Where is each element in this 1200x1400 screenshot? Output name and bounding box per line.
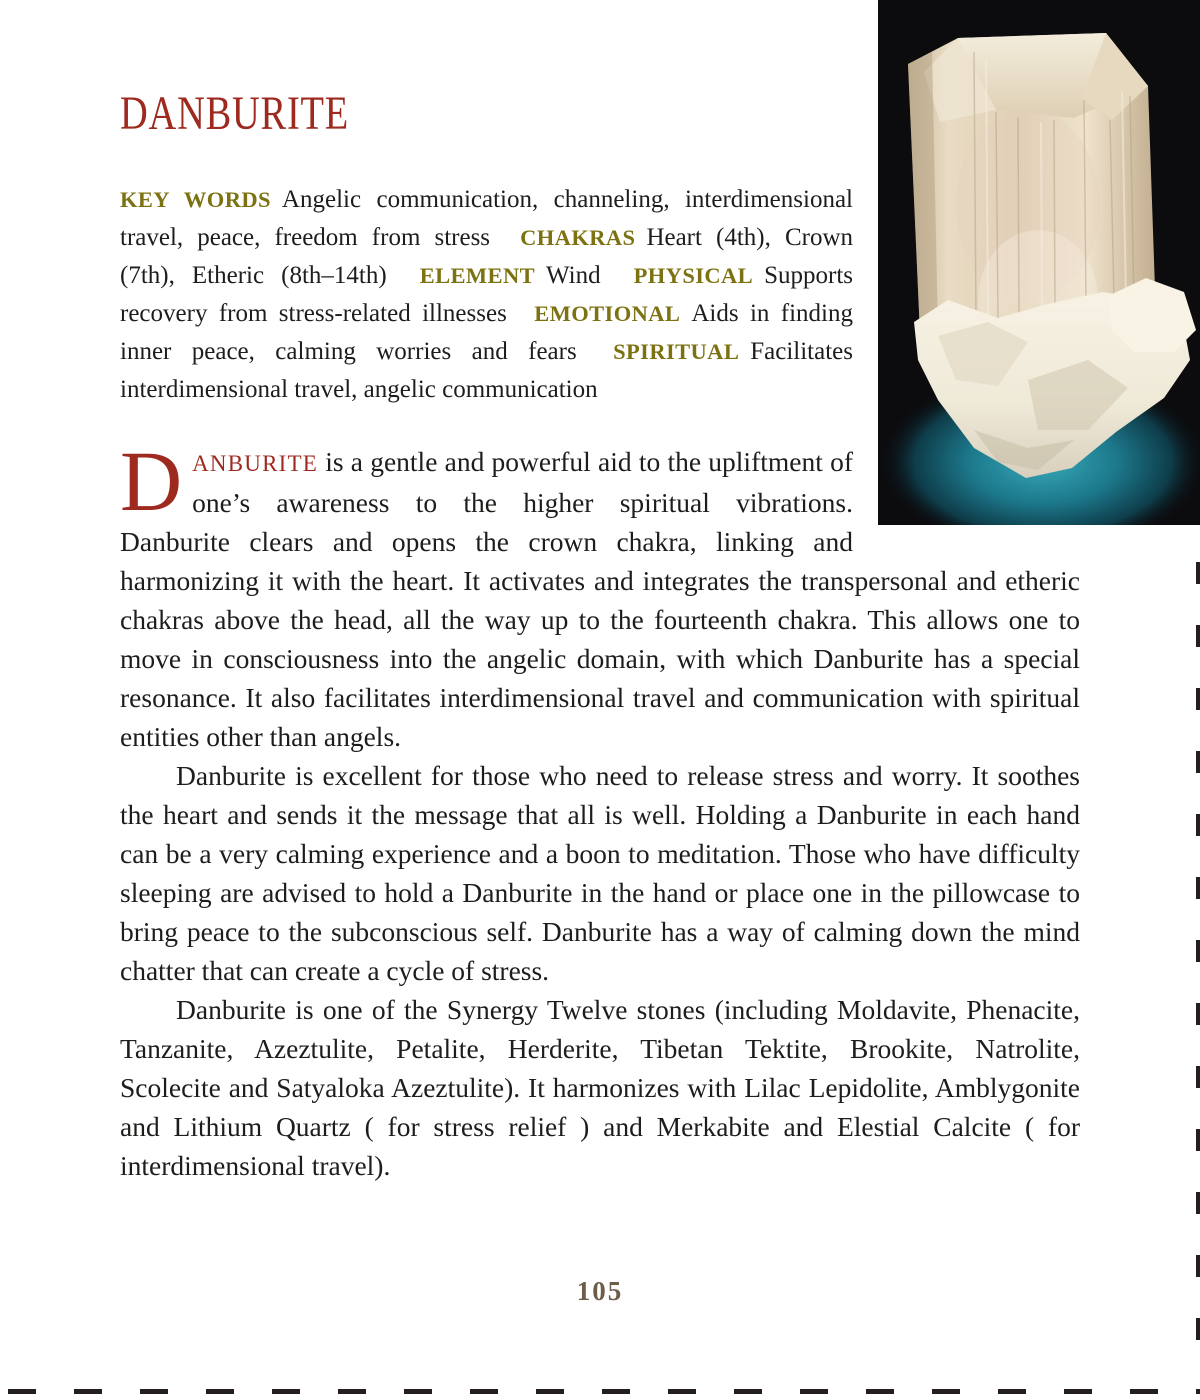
property-value-physical: Supports recovery from stress-related illnesses — [120, 262, 853, 328]
property-label-emotional: EMOTIONAL — [534, 301, 681, 327]
paragraph-2: Danburite is excellent for those who need to release stress and worry. It soothes the heart and sends it the message that all is well. Holding a Danburite in each hand can be a very calming experience and a boon to meditation. Those who have difficulty sleeping are advised to hold a Danburite in the hand or place one in the pillowcase to bring peace to the subconscious self. Danburite has a way of calming down the mind chatter that can create a cycle of stress. — [120, 760, 1080, 987]
property-label-chakras: CHAKRAS — [520, 225, 636, 251]
property-label-element: ELEMENT — [419, 263, 536, 289]
property-value-spiritual: Facilitates interdimensional travel, angelic communication — [120, 338, 853, 404]
property-value-element: Wind — [546, 262, 601, 290]
bottom-border-dashes — [8, 1389, 1200, 1394]
right-edge-tick-marks — [1196, 562, 1200, 1362]
property-value-emotional: Aids in finding inner peace, calming worries and fears — [120, 300, 853, 366]
drop-cap: D — [120, 433, 183, 530]
property-label-physical: PHYSICAL — [633, 263, 754, 289]
property-value-chakras: Heart (4th), Crown (7th), Etheric (8th–14th) — [120, 224, 854, 290]
danburite-crystal-photo — [878, 0, 1200, 525]
property-value-key-words: Angelic communication, channeling, interdimensional travel, peace, freedom from stress — [120, 186, 853, 252]
lead-smallcaps: ANBURITE — [192, 451, 318, 477]
page-number: 105 — [576, 1276, 624, 1306]
property-label-spiritual: SPIRITUAL — [613, 339, 740, 365]
paragraph-3: Danburite is one of the Synergy Twelve stones (including Moldavite, Phenacite, Tanzanite, Azeztulite, Petalite, Herderite, Tibetan Tektite, Brookite, Natrolite, Scolecite and Satyaloka Azeztulite). It harmonizes with Lilac Lepidolite, Amblygonite and Lithium Quartz ( for stress relief ) and Merkabite and Elestial Calcite ( for interdimensional travel). — [120, 994, 1080, 1182]
paragraph-1-text: is a gentle and powerful aid to the upliftment of one’s awareness to the higher spiritual vibrations. Danburite clears and opens the crown chakra, linking and harmonizing it with the heart. It activates and integrates the transpersonal and etheric chakras above the head, all the way up to the fourteenth chakra. This allows one to move in consciousness into the angelic domain, with which Danburite has a special resonance. It also facilitates interdimensional travel and communication with spiritual entities other than angels. — [120, 446, 1080, 753]
crystal-photo-graphic — [878, 0, 1200, 525]
page-title-text: DANBURITE — [120, 87, 350, 140]
property-label-key-words: KEY WORDS — [120, 187, 271, 213]
